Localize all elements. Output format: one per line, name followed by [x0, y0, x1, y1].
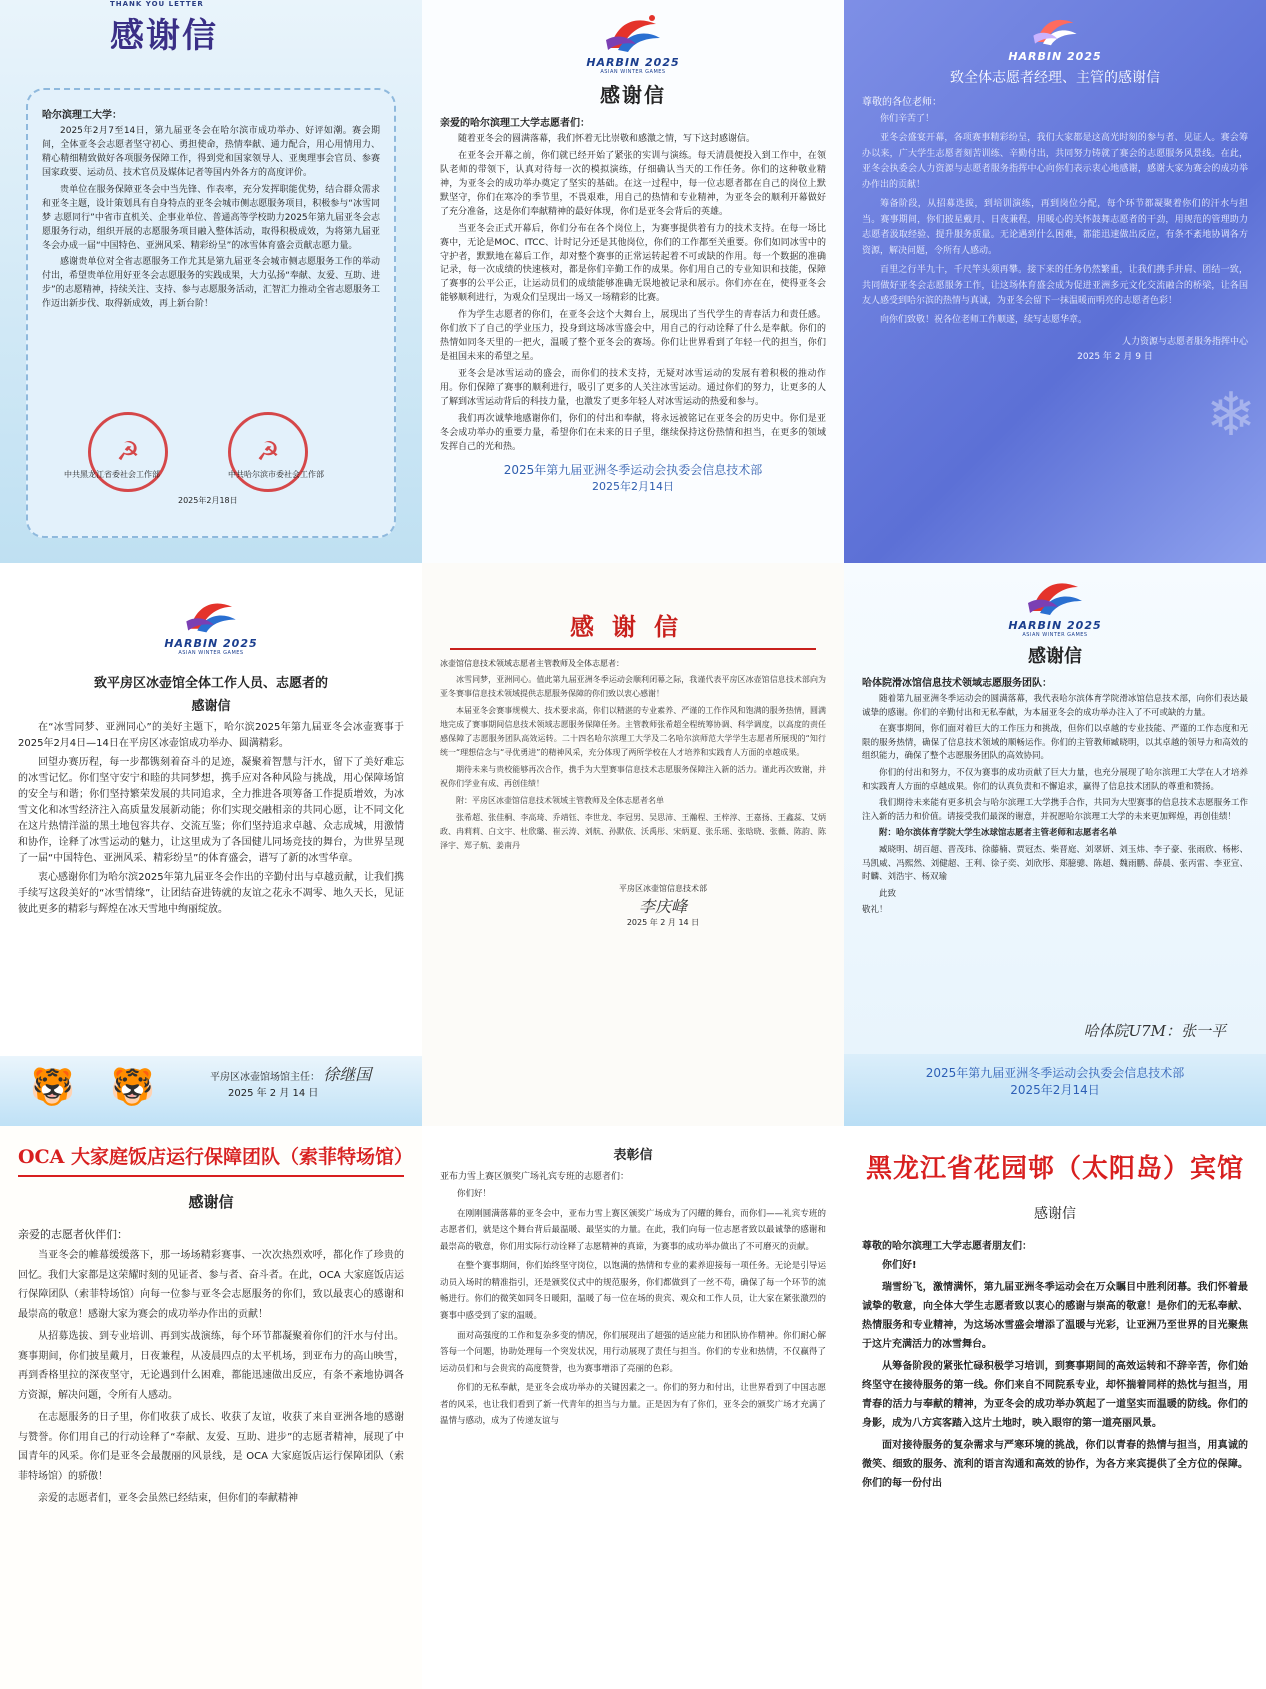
- asian-winter-games-logo-icon: [1027, 10, 1083, 50]
- letter-paragraph: 在赛事期间，你们面对着巨大的工作压力和挑战，但你们以卓越的专业技能、严谨的工作态度和无限的服务热情，确保了信息技术领域的顺畅运作。你们的主管教师臧晓明，以其卓越的领导力和高效的组织能力，确保了整个志愿服务团队的高效协同。: [862, 724, 1248, 762]
- letter-greeting: 尊敬的哈尔滨理工大学志愿者朋友们：: [862, 1241, 1032, 1252]
- letter-greeting: 哈体院滑冰馆信息技术领域志愿服务团队：: [862, 678, 1052, 689]
- logo-subtext: ASIAN WINTER GAMES: [600, 69, 666, 75]
- letter-title-line2: 感谢信: [191, 699, 231, 714]
- letter-body: [440, 673, 826, 853]
- letter-heilongjiang-social-work: [0, 0, 422, 563]
- letter-volunteer-managers: [844, 0, 1266, 563]
- letter-paragraph: 向你们致敬！祝各位老师工作顺遂，续写志愿华章。: [880, 315, 1088, 325]
- logo-text: HARBIN 2025: [1008, 50, 1102, 63]
- letter-paragraph: 冰雪同梦，亚洲同心。值此第九届亚洲冬季运动会顺利闭幕之际，我谨代表平房区冰壶馆信息技术部向为亚冬赛事信息技术领域提供志愿服务保障的你们致以衷心感谢！: [440, 675, 826, 698]
- letter-paragraph: 我们期待未来能有更多机会与哈尔滨理工大学携手合作，共同为大型赛事的信息技术志愿服务工作注入新的活力和价值。请接受我们最深的谢意，并祝愿哈尔滨理工大学的未来更加辉煌，再创佳绩！: [862, 798, 1248, 822]
- logo-subtext: ASIAN WINTER GAMES: [1022, 632, 1088, 638]
- letter-paragraph: 随着亚冬会的圆满落幕，我们怀着无比崇敬和感激之情，写下这封感谢信。: [458, 134, 756, 144]
- letter-paragraph: 亚冬会盛宴开幕，各项赛事精彩纷呈，我们大家都是这高光时刻的参与者、见证人。赛会筹办以来，广大学生志愿者刻苦训练、辛勤付出，共同努力铸就了赛会的志愿服务风景线。在此，亚冬会执委会人力资源与志愿者服务指挥中心向你们表示衷心地感谢，感谢大家为赛会的成功举办作出的贡献！: [862, 132, 1248, 190]
- letter-body: [862, 112, 1248, 329]
- letterhead-org: OCA 大家庭饭店运行保障团队（索菲特场馆）: [18, 1146, 414, 1168]
- letter-title: 感谢信: [1028, 646, 1082, 667]
- curling-banner: [0, 1056, 422, 1126]
- letter-footer: [844, 1022, 1266, 1126]
- letter-paragraph: 期待未来与贵校能够再次合作，携手为大型赛事信息技术志愿服务保障注入新的活力。谨此再次致谢，并祝你们学业有成、再创佳绩！: [440, 765, 826, 788]
- letter-paragraph: 面对高强度的工作和复杂多变的情况，你们展现出了超强的适应能力和团队协作精神。你们耐心解答每一个问题，协助处理每一个突发状况，用行动展现了责任与担当。你们的专业和热情，不仅赢得了运动员们和与会贵宾的高度赞誉，也为赛事增添了亮丽的色彩。: [440, 1330, 826, 1374]
- mascot-tiger-icon: 🐯: [30, 1067, 75, 1108]
- letter-paragraph: 当亚冬会的帷幕缓缓落下，那一场场精彩赛事、一次次热烈欢呼，都化作了珍贵的回忆。我们大家都是这荣耀时刻的见证者、参与者、奋斗者。在此，OCA 大家庭饭店运行保障团队（索菲特场馆）向每一位参与亚冬会志愿服务的你们，致以最衷心的感谢和最崇高的敬意！感谢大家为赛会的成功举办作出的贡献！: [18, 1250, 404, 1320]
- letter-paragraph: 贵单位在服务保障亚冬会中当先锋、作表率，充分发挥职能优势，结合群众需求和亚冬主题，设计策划具有自身特点的亚冬会城市侧志愿服务项目，积极参与“冰雪同梦 志愿同行”中省市直机关、企事业单位、普通高等学校助力2025年第九届亚冬会志愿服务行动，组织开展的志愿服务项目融入整体活动，取得积极成效，为将第九届亚冬会办成一届“中国特色、亚洲风采、精彩纷呈”的冰雪体育盛会贡献志愿力量。: [42, 184, 380, 251]
- letter-pingfang-curling-venue: [0, 563, 422, 1126]
- letter-date: 2025年2月14日: [1010, 1083, 1100, 1097]
- letter-greeting: 亚布力雪上赛区颁奖广场礼宾专班的志愿者们：: [440, 1172, 630, 1182]
- letter-body: [18, 1246, 404, 1509]
- letter-paragraph: 附：哈尔滨体育学院大学生冰球馆志愿者主管老师和志愿者名单: [879, 828, 1118, 839]
- letter-paragraph: 亚冬会是冰雪运动的盛会，而你们的技术支持，无疑对冰雪运动的发展有着积极的推动作用。你们保障了赛事的顺利进行，吸引了更多的人关注冰雪运动。通过你们的努力，让更多的人了解到冰雪运动背后的科技力量，也激发了更多年轻人对冰雪运动的热爱和参与。: [440, 369, 826, 407]
- harbin-2025-logo: [18, 593, 404, 656]
- letter-skating-venue-it: [844, 563, 1266, 1126]
- header-small-text: THANK YOU LETTER: [110, 0, 204, 8]
- letter-footer-org: 2025年第九届亚洲冬季运动会执委会信息技术部: [925, 1066, 1185, 1080]
- letter-paragraph: 当亚冬会正式开幕后，你们分布在各个岗位上，为赛事提供着有力的技术支持。在每一场比赛中，无论是MOC、ITCC、计时记分还是其他岗位，你们的工作都至关重要。你们如同冰雪中的守护者，默默地在幕后工作，却对整个赛事的正常运转起着不可或缺的作用。每一个数据的准确记录，每一次成绩的快速核对，都是你们辛勤工作的成果。你们用自己的专业知识和技能，保障了赛事的公平公正，让运动员们的成绩能够准确无误地被记录和展示。你们亦在在，使得亚冬会能够顺利进行，为观众们呈现出一场又一场精彩的比赛。: [440, 223, 826, 304]
- letter-date: 2025 年 2 月 14 日: [626, 918, 700, 927]
- handwritten-signature: 李庆峰: [638, 897, 687, 916]
- letter-paragraph: 百里之行半九十，千尺竿头须再攀。接下来的任务仍然繁重，让我们携手并肩、团结一致，共同做好亚冬会志愿服务工作，让这场体育盛会成为促进亚洲多元文化交流融合的桥梁，让各国友人感受到哈尔滨的热情与真诚，为亚冬会留下一抹温暖而明亮的志愿者色彩！: [862, 264, 1248, 307]
- letter-paragraph: 亲爱的志愿者们，亚冬会虽然已经结束，但你们的奉献精神: [38, 1493, 298, 1504]
- letter-paragraph: 在整个赛事期间，你们始终坚守岗位，以饱满的热情和专业的素养迎接每一项任务。无论是引导运动员入场时的精准指引，还是颁奖仪式中的规范服务，你们都做到了一丝不苟，确保了每一个环节的流畅进行。你们的微笑如同冬日暖阳，温暖了每一位在场的贵宾、观众和工作人员，让大家在紧张激烈的赛事中感受到了家的温暖。: [440, 1261, 826, 1321]
- red-seal-icon: ☭: [228, 412, 308, 492]
- letter-paragraph: 臧晓明、胡百超、晋茂玮、徐藤楠、贾冠杰、柴晋庭、刘翠妍、刘玉炜、李子豪、张雨欣、杨彬、马凯威、冯熙然、刘健超、王利、徐子奕、刘欣彤、郑臆骢、陈超、魏雨鹏、薛晨、张丙雷、李亚宣、时麟、刘浩宇、杨双瑜: [862, 844, 1248, 883]
- letter-paragraph: 作为学生志愿者的你们，在亚冬会这个大舞台上，展现出了当代学生的青春活力和责任感。你们放下了自己的学业压力，投身到这场冰雪盛会中，用自己的行动诠释了什么是奉献。你们的热情如同冬天里的一把火，温暖了整个亚冬会的赛场。你们让世界看到了年轻一代的担当，你们是祖国未来的希望之星。: [440, 310, 826, 363]
- asian-winter-games-logo-icon: [1020, 573, 1090, 619]
- handwritten-signature: 哈体院U7M：张一平: [1083, 1022, 1226, 1040]
- letter-paragraph: 你们的付出和努力，不仅为赛事的成功贡献了巨大力量，也充分展现了哈尔滨理工大学在人才培养和实践育人方面的卓越成果。你们的认真负责和不懈追求，赢得了信息技术团队的尊重和赞扬。: [862, 767, 1248, 792]
- logo-subtext: ASIAN WINTER GAMES: [178, 650, 244, 656]
- letter-paragraph: 在亚冬会开幕之前，你们就已经开始了紧张的实训与演练。每天清晨便投入到工作中，在领队老师的带领下，认真对待每一次的模拟演练，仔细确认当天的工作任务。你们的这种敬业精神，为亚冬会的成功举办奠定了坚实的基础。在这一过程中，每一位志愿者都在自己的岗位上默默坚守，你们在寒冷的季节里，不畏艰难，用自己的热情和专业精神，为亚冬会的顺利开幕做好了充分准备，这是你们奉献精神的最好体现，你们是亚冬会背后的英雄。: [440, 150, 826, 217]
- letter-title: 表彰信: [613, 1148, 653, 1163]
- letter-footer-org: 2025年第九届亚洲冬季运动会执委会信息技术部: [503, 462, 763, 477]
- letter-date: 2025年2月14日: [592, 479, 674, 493]
- letterhead-org: 黑龙江省花园邨（太阳岛）宾馆: [865, 1154, 1244, 1184]
- letter-paragraph: 你们辛苦了！: [880, 114, 935, 124]
- letter-greeting: 亲爱的志愿者伙伴们：: [18, 1228, 128, 1241]
- letter-paragraph: 在志愿服务的日子里，你们收获了成长、收获了友谊，收获了来自亚洲各地的感谢与赞誉。你们用自己的行动诠释了“奉献、友爱、互助、进步”的志愿者精神，展现了中国青年的风采。你们是亚冬会最靓丽的风景线，是 OCA 大家庭饭店运行保障团队（索菲特场馆）的骄傲！: [18, 1412, 404, 1482]
- letter-body: [440, 1186, 826, 1430]
- mascot-tiger-icon: 🐯: [110, 1067, 155, 1108]
- signer-1: 中共黑龙江省委社会工作部: [64, 470, 160, 479]
- letter-body: [862, 693, 1248, 918]
- letter-paragraph: 回望办赛历程，每一步都镌刻着奋斗的足迹，凝聚着智慧与汗水，留下了美好难忘的冰雪记忆。你们坚守安宁和睦的共同梦想，携手应对各种风险与挑战，用心保障场馆的安全与和谐；你们坚持繁荣发展的共同追求，全力推进各项筹备工作提质增效，为冰雪文化和冰雪经济注入高质量发展新动能；你们实现交融相亲的共同心愿，让不同文化在这片热情洋溢的黑土地包容共存、交流互鉴；你们坚持追求卓越、众志成城，用激情和协作，诠释了冰雪运动的魅力，让这里成为了各国健儿同场竞技的舞台，为世界呈现了一届“中国特色、亚洲风采、精彩纷呈”的体育盛会，谱写了新的冰雪华章。: [18, 757, 404, 864]
- letter-paragraph: 衷心感谢你们为哈尔滨2025年第九届亚冬会作出的辛勤付出与卓越贡献，让我们携手续写这段美好的“冰雪情缘”，让团结奋进铸就的友谊之花永不凋零、地久天长，见证彼此更多的精彩与辉煌在冰天雪地中绚丽绽放。: [18, 872, 404, 915]
- logo-text: HARBIN 2025: [1008, 619, 1102, 632]
- letter-paragraph: 附：平房区冰壶馆信息技术领域主管教师及全体志愿者名单: [456, 796, 664, 805]
- logo-text: HARBIN 2025: [164, 637, 258, 650]
- letter-title: 感谢信: [110, 16, 218, 56]
- letter-paragraph: 敬礼！: [862, 905, 888, 916]
- letter-paragraph: 在“冰雪同梦、亚洲同心”的美好主题下，哈尔滨2025年第九届亚冬会冰壶赛事于2025年2月4日—14日在平房区冰壶馆成功举办、圆满精彩。: [18, 722, 404, 749]
- letter-title: 致全体志愿者经理、主管的感谢信: [950, 70, 1160, 86]
- letter-greeting: 哈尔滨理工大学：: [42, 110, 122, 121]
- letter-greeting: 亲爱的哈尔滨理工大学志愿者们：: [440, 118, 590, 129]
- letter-paragraph: 随着第九届亚洲冬季运动会的圆满落幕，我代表哈尔滨体育学院滑冰馆信息技术部，向你们表达最诚挚的感谢。你们的辛勤付出和无私奉献，为本届亚冬会的成功举办注入了不可或缺的力量。: [862, 694, 1248, 718]
- letter-paragraph: 本届亚冬会赛事规模大、技术要求高，你们以精湛的专业素养、严谨的工作作风和饱满的服务热情，圆满地完成了赛事期间信息技术领域志愿服务保障任务。主管教师张希超全程统筹协调、科学调度，以高度的责任感保障了志愿服务团队高效运转。二十四名哈尔滨理工大学及二名哈尔滨师范大学学生志愿者所展现的“知行统一“理想信念与“寻优勇进”的精神风采，充分体现了两所学校在人才培养和实践育人方面的卓越成果。: [440, 706, 826, 757]
- letter-card: [26, 88, 396, 538]
- letter-oca-hotel-team: [0, 1126, 422, 1689]
- letter-garden-village-hotel: [844, 1126, 1266, 1689]
- letter-body: [42, 125, 380, 312]
- harbin-2025-logo: [440, 10, 826, 75]
- letter-header-art: [110, 0, 218, 57]
- letter-paragraph: 从筹备阶段的紧张忙碌积极学习培训，到赛事期间的高效运转和不辞辛苦，你们始终坚守在接待服务的第一线。你们来自不同院系专业，却怀揣着同样的热忱与担当，用青春的活力与奉献的精神，为亚冬会的成功举办筑起了一道坚实而温暖的防线。你们的身影，成为八方宾客踏入这片土地时，映入眼帘的第一道亮丽风景。: [862, 1361, 1248, 1429]
- letter-paragraph: 你们好！: [457, 1189, 492, 1199]
- letter-date: 2025 年 2 月 14 日: [228, 1088, 319, 1099]
- harbin-2025-logo: [862, 573, 1248, 638]
- letter-it-dept-harbin-university: [422, 0, 844, 563]
- letter-yabuli-award-plaza: [422, 1126, 844, 1689]
- letter-title-line1: 致平房区冰壶馆全体工作人员、志愿者的: [93, 676, 328, 691]
- red-seal-icon: ☭: [88, 412, 168, 492]
- letter-body: [18, 720, 404, 918]
- logo-text: HARBIN 2025: [586, 56, 680, 69]
- letter-paragraph: 在刚刚圆满落幕的亚冬会中，亚布力雪上赛区颁奖广场成为了闪耀的舞台，而你们——礼宾专班的志愿者们，就是这个舞台背后最温暖、最坚实的力量。在此，我们向每一位志愿者致以最诚挚的感谢和最崇高的敬意，你们用实际行动诠释了志愿精神的真谛，为赛事的成功举办做出了不可磨灭的贡献。: [440, 1208, 826, 1252]
- letter-paragraph: 面对接待服务的复杂需求与严寒环境的挑战，你们以青春的热情与担当，用真诚的微笑、细致的服务、流利的语言沟通和高效的协作，为各方来宾提供了全方位的保障。你们的每一份付出: [862, 1440, 1248, 1489]
- letter-greeting: 冰壶馆信息技术领域志愿者主管教师及全体志愿者：: [440, 659, 624, 668]
- letter-paragraph: 感谢贵单位对全省志愿服务工作尤其是第九届亚冬会城市侧志愿服务工作的举动付出，希望贵单位用好亚冬会志愿服务的实践成果，大力弘扬“奉献、友爱、互助、进步”的志愿精神，持续关注、支持、参与志愿服务活动，汇智汇力推动全省志愿服务工作迈出新步伐、取得新成效，再上新台阶！: [42, 257, 380, 310]
- letter-paragraph: 我们再次诚挚地感谢你们，你们的付出和奉献，将永远被铭记在亚冬会的历史中。你们是亚冬会成功举办的重要力量，希望你们在未来的日子里，继续保持这份热情和担当，在更多的领域发挥自己的光和热。: [440, 413, 826, 452]
- red-divider: [450, 648, 816, 650]
- letter-paragraph: 张希超、张佳桐、李高琦、乔靖钰、李世龙、李冠男、吴思沛、王瀚程、王梓淳、王嘉扬、王鑫蕊、艾炳政、冉莉莉、白文宇、杜欣璐、崔云涛、刘航、孙默依、沃禹彤、宋炳夏、张乐瑶、张晗晓、张薇、陈韵、陈泽宇、郑子航、姜南丹: [440, 813, 826, 850]
- letter-title: 感谢信: [1034, 1206, 1076, 1222]
- letter-title: 感谢信: [570, 612, 696, 641]
- letter-body: [862, 1256, 1248, 1493]
- letter-title: 感谢信: [600, 83, 666, 107]
- red-divider: [18, 1175, 404, 1177]
- letter-paragraph: 筹备阶段，从招募选拔，到培训演练，再到岗位分配，每个环节都凝聚着你们的汗水与担当。赛事期间，你们披星戴月、日夜兼程，用暖心的关怀鼓舞志愿者的干劲，用规范的管理助力志愿者汲取经验、提升服务质量。无论遇到什么困难，都能迅速做出反应，有条不紊地协调各方资源，解决问题，令所有人感动。: [862, 198, 1248, 256]
- letter-body: [440, 133, 826, 455]
- letter-date: 2025年2月18日: [178, 496, 238, 505]
- letter-date: 2025 年 2 月 9 日: [1077, 352, 1153, 363]
- letter-signer: [210, 1062, 371, 1085]
- snowflake-icon: ❄: [1205, 380, 1256, 450]
- letter-paragraph: 瑞雪纷飞，激情满怀，第九届亚洲冬季运动会在万众瞩目中胜利闭幕。我们怀着最诚挚的敬意，向全体大学生志愿者致以衷心的感谢与崇高的敬意！是你们的无私奉献、热情服务和专业精神，为这场冰雪盛会增添了温暖与光彩，让亚洲乃至世界的目光聚焦于这片充满活力的冰雪舞台。: [862, 1282, 1248, 1350]
- letter-signer: 人力资源与志愿者服务指挥中心: [1121, 336, 1248, 347]
- letter-signer: 平房区冰壶馆信息技术部: [619, 884, 707, 893]
- harbin-2025-logo: [862, 10, 1248, 63]
- letter-greeting: 尊敬的各位老师：: [862, 97, 942, 108]
- signer-title: 平房区冰壶馆场馆主任：: [210, 1072, 320, 1083]
- letter-curling-it-dept: [422, 563, 844, 1126]
- letter-paragraph: 2025年2月7至14日，第九届亚冬会在哈尔滨市成功举办、好评如潮。赛会期间，全体亚冬会志愿者坚守初心、勇担使命，热情奉献、通力配合，用心用情用力、精心精细精致做好各项服务保障工作，得到党和国家领导人、亚奥理事会官员、参赛国家政要、运动员、技术官员及媒体记者等国内外各方的高度评价。: [42, 126, 380, 178]
- handwritten-signature: 徐继国: [323, 1065, 372, 1084]
- letter-title: 感谢信: [188, 1193, 234, 1211]
- signer-2: 中共哈尔滨市委社会工作部: [228, 470, 324, 479]
- letter-paragraph: 你们好!: [882, 1260, 917, 1271]
- letter-paragraph: 从招募选拔、到专业培训、再到实战演练，每个环节都凝聚着你们的汗水与付出。赛事期间，你们披星戴月，日夜兼程，从凌晨四点的太平机场，到亚布力的高山映雪，再到香格里拉的深夜坚守，无论遇到什么困难，都能迅速做出反应，有条不紊地协调各方资源，解决问题，令所有人感动。: [18, 1331, 404, 1401]
- asian-winter-games-logo-icon: [179, 593, 243, 637]
- letter-paragraph: 你们的无私奉献，是亚冬会成功举办的关键因素之一。你们的努力和付出，让世界看到了中国志愿者的风采，也让我们看到了新一代青年的担当与力量。正是因为有了你们，亚冬会的颁奖广场才充满了温情与感动，成为了传递友谊与: [440, 1383, 826, 1427]
- letter-paragraph: 此致: [879, 888, 897, 899]
- asian-winter-games-logo-icon: [598, 10, 668, 56]
